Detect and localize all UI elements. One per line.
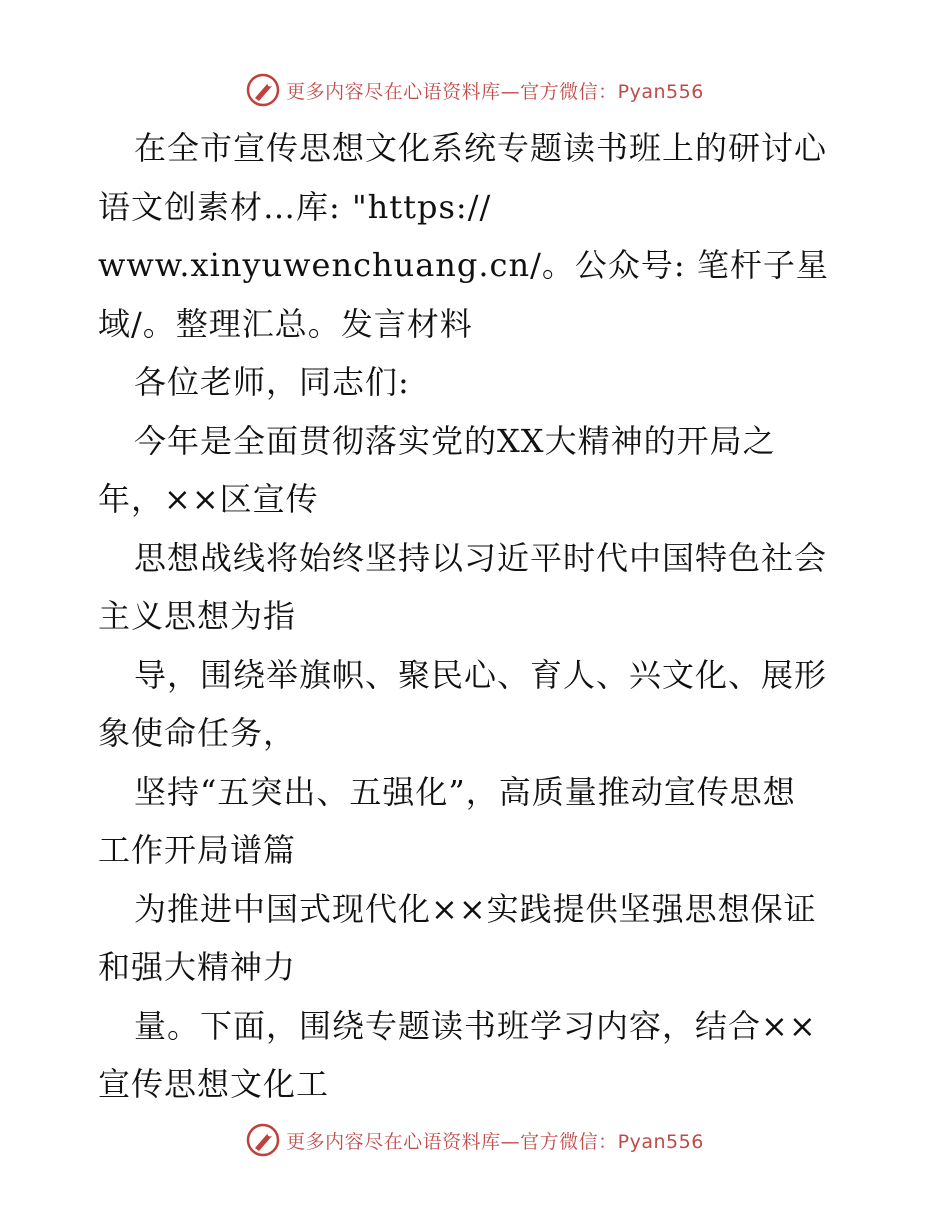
text-line: 在全市宣传思想文化系统专题读书班上的研讨心 [134,129,828,167]
text-line: 导，围绕举旗帜、聚民心、育人、兴文化、展形 [134,655,828,694]
header-banner [0,70,950,110]
text-line: 为推进中国式现代化××实践提供坚强思想保证 [134,889,817,928]
document-body [98,119,858,1114]
text-line: 量。下面，围绕专题读书班学习内容，结合×× [134,1006,817,1045]
text-line: 坚持“五突出、五强化”，高质量推动宣传思想 [134,772,796,811]
text-line: www.xinyuwenchuang.cn/。公众号: 笔杆子星 [98,246,829,284]
text-line: 语文创素材…库: "https:// [98,187,492,226]
text-line: 域/。整理汇总。发言材料 [98,304,473,343]
text-line: 各位老师，同志们: [134,363,410,401]
pen-logo-icon [246,73,280,107]
text-line: 宣传思想文化工 [98,1065,330,1103]
text-line: 思想战线将始终坚持以习近平时代中国特色社会 [134,538,828,577]
text-line: 年，××区宣传 [98,480,319,518]
text-line: 象使命任务， [98,714,297,752]
footer-banner [0,1120,950,1160]
text-line: 和强大精神力 [98,948,297,986]
pen-logo-icon [246,1123,280,1157]
header-banner-text: 更多内容尽在心语资料库—官方微信：Pyan556 [286,80,704,103]
text-line: 工作开局谱篇 [98,831,297,869]
text-line: 主义思想为指 [98,597,297,635]
footer-banner-text: 更多内容尽在心语资料库—官方微信：Pyan556 [286,1130,704,1153]
text-line: 今年是全面贯彻落实党的XX大精神的开局之 [134,421,776,460]
